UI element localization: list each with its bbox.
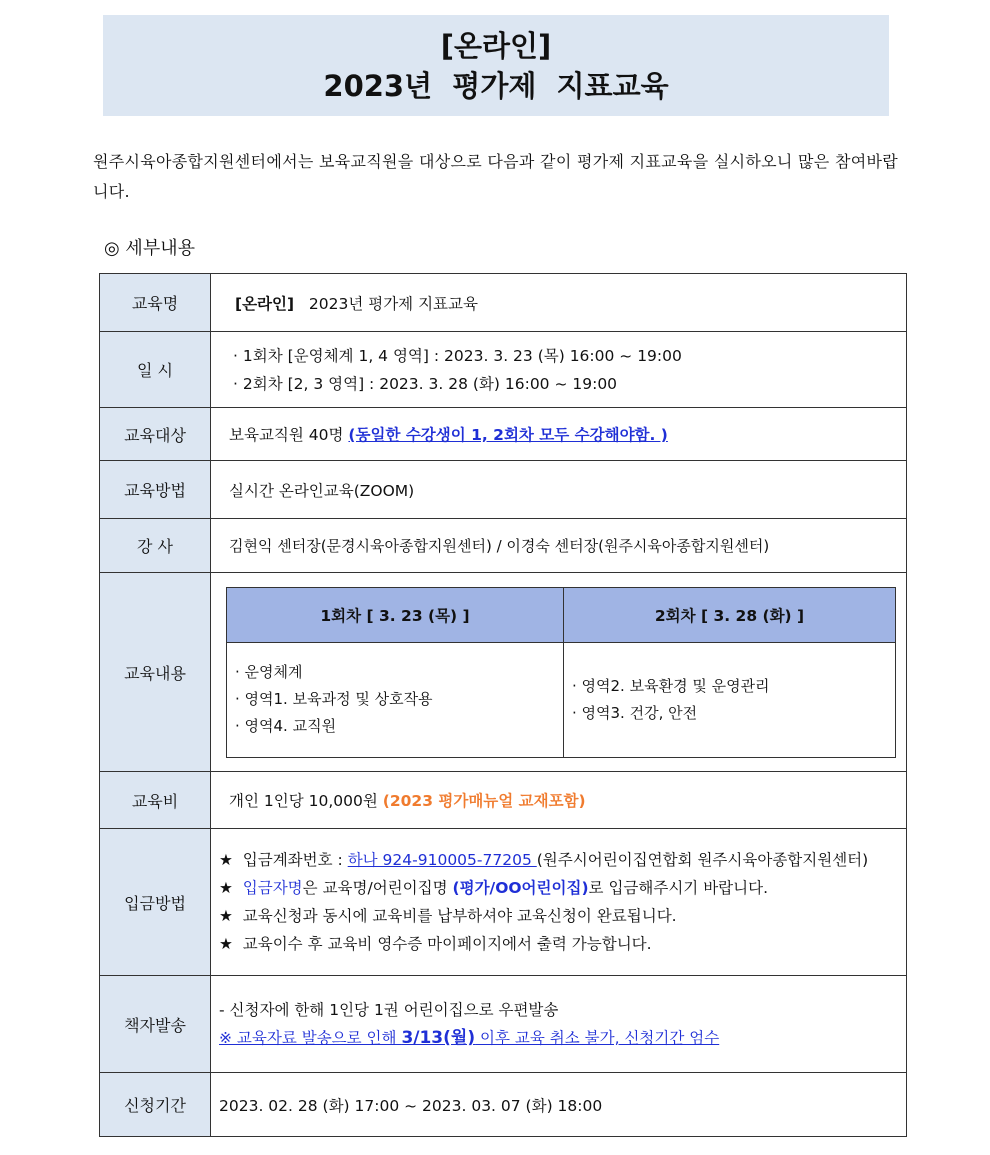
payment-line-1: ★ 입금계좌번호 : 하나 924-910005-77205 (원주시어린이집연합회 원주시육아종합지원센터) [219,851,869,869]
session-2-item: · 영역2. 보육환경 및 운영관리 [572,676,770,695]
payment-line-2: ★ 입금자명은 교육명/어린이집명 (평가/OO어린이집)로 입금해주시기 바랍니다. [219,879,769,897]
target-note: (동일한 수강생이 1, 2회차 모두 수강해야함. ) [348,426,668,444]
label-lecturer: 강 사 [100,519,211,573]
session-2-item: · 영역3. 건강, 안전 [572,703,698,722]
label-date: 일 시 [100,332,211,408]
intro-paragraph: 원주시육아종합지원센터에서는 보육교직원을 대상으로 다음과 같이 평가제 지표교육을 실시하오니 많은 참여바랍니다. [93,152,898,201]
row-content [100,573,907,772]
fee-text: 개인 1인당 10,000원 [229,792,383,810]
course-name: 2023년 평가제 지표교육 [308,294,478,313]
date-session-1: · 1회차 [운영체계 1, 4 영역] : 2023. 3. 23 (목) 16:00 ~ 19:00 [233,346,682,365]
depositor-name-label: 입금자명 [242,879,303,897]
session-1-header: 1회차 [ 3. 23 (목) ] [227,587,564,642]
label-course-name: 교육명 [100,274,211,332]
row-period [100,1073,907,1137]
session-1-item: · 영역1. 보육과정 및 상호작용 [235,690,433,708]
fee-note: (2023 평가매뉴얼 교재포함) [382,792,586,810]
label-fee: 교육비 [100,772,211,829]
session-1-item: · 운영체계 [235,663,303,681]
session-1-items [227,642,564,757]
session-2-header: 2회차 [ 3. 28 (화) ] [564,587,896,642]
document-title-box [103,15,889,116]
session-1-item: · 영역4. 교직원 [235,717,337,735]
label-target: 교육대상 [100,408,211,461]
session-2-items [564,642,896,757]
lecturer-text: 김현익 센터장(문경시육아종합지원센터) / 이경숙 센터장(원주시육아종합지원센터) [211,519,907,573]
payment-line-4: ★ 교육이수 후 교육비 영수증 마이페이지에서 출력 가능합니다. [219,935,652,953]
star-icon: ★ [219,851,233,869]
period-text: 2023. 02. 28 (화) 17:00 ~ 2023. 03. 07 (화) 18:00 [211,1073,907,1137]
depositor-example: (평가/OO어린이집) [452,879,589,897]
book-note: ※ 교육자료 발송으로 인해 3/13(월) 이후 교육 취소 불가, 신청기간 엄수 [219,1028,720,1048]
payment-line-3: ★ 교육신청과 동시에 교육비를 납부하셔야 교육신청이 완료됩니다. [219,907,677,925]
method-text: 실시간 온라인교육(ZOOM) [211,461,907,519]
content-sessions-table [226,587,896,758]
title-line-2: 2023년 평가제 지표교육 [323,69,669,103]
row-course-name [100,274,907,332]
row-lecturer [100,519,907,573]
cancel-deadline-date: 3/13(월) [401,1028,476,1048]
label-method: 교육방법 [100,461,211,519]
label-payment: 입금방법 [100,829,211,976]
row-payment [100,829,907,976]
section-heading: ◎ 세부내용 [104,238,195,259]
course-bracket: [온라인] [235,294,295,313]
book-line-1: - 신청자에 한해 1인당 1권 어린이집으로 우편발송 [219,1001,559,1019]
star-icon: ★ [219,935,233,953]
target-text: 보육교직원 40명 [229,426,349,444]
row-date [100,332,907,408]
row-fee [100,772,907,829]
label-content: 교육내용 [100,573,211,772]
label-period: 신청기간 [100,1073,211,1137]
star-icon: ★ [219,879,233,897]
row-target [100,408,907,461]
date-session-2: · 2회차 [2, 3 영역] : 2023. 3. 28 (화) 16:00 ~ 19:00 [233,374,618,393]
row-book [100,976,907,1073]
row-method [100,461,907,519]
label-book: 책자발송 [100,976,211,1073]
star-icon: ★ [219,907,233,925]
details-table [99,273,907,1137]
account-number: 하나 924-910005-77205 [347,851,537,869]
title-line-1: [온라인] [440,29,552,63]
